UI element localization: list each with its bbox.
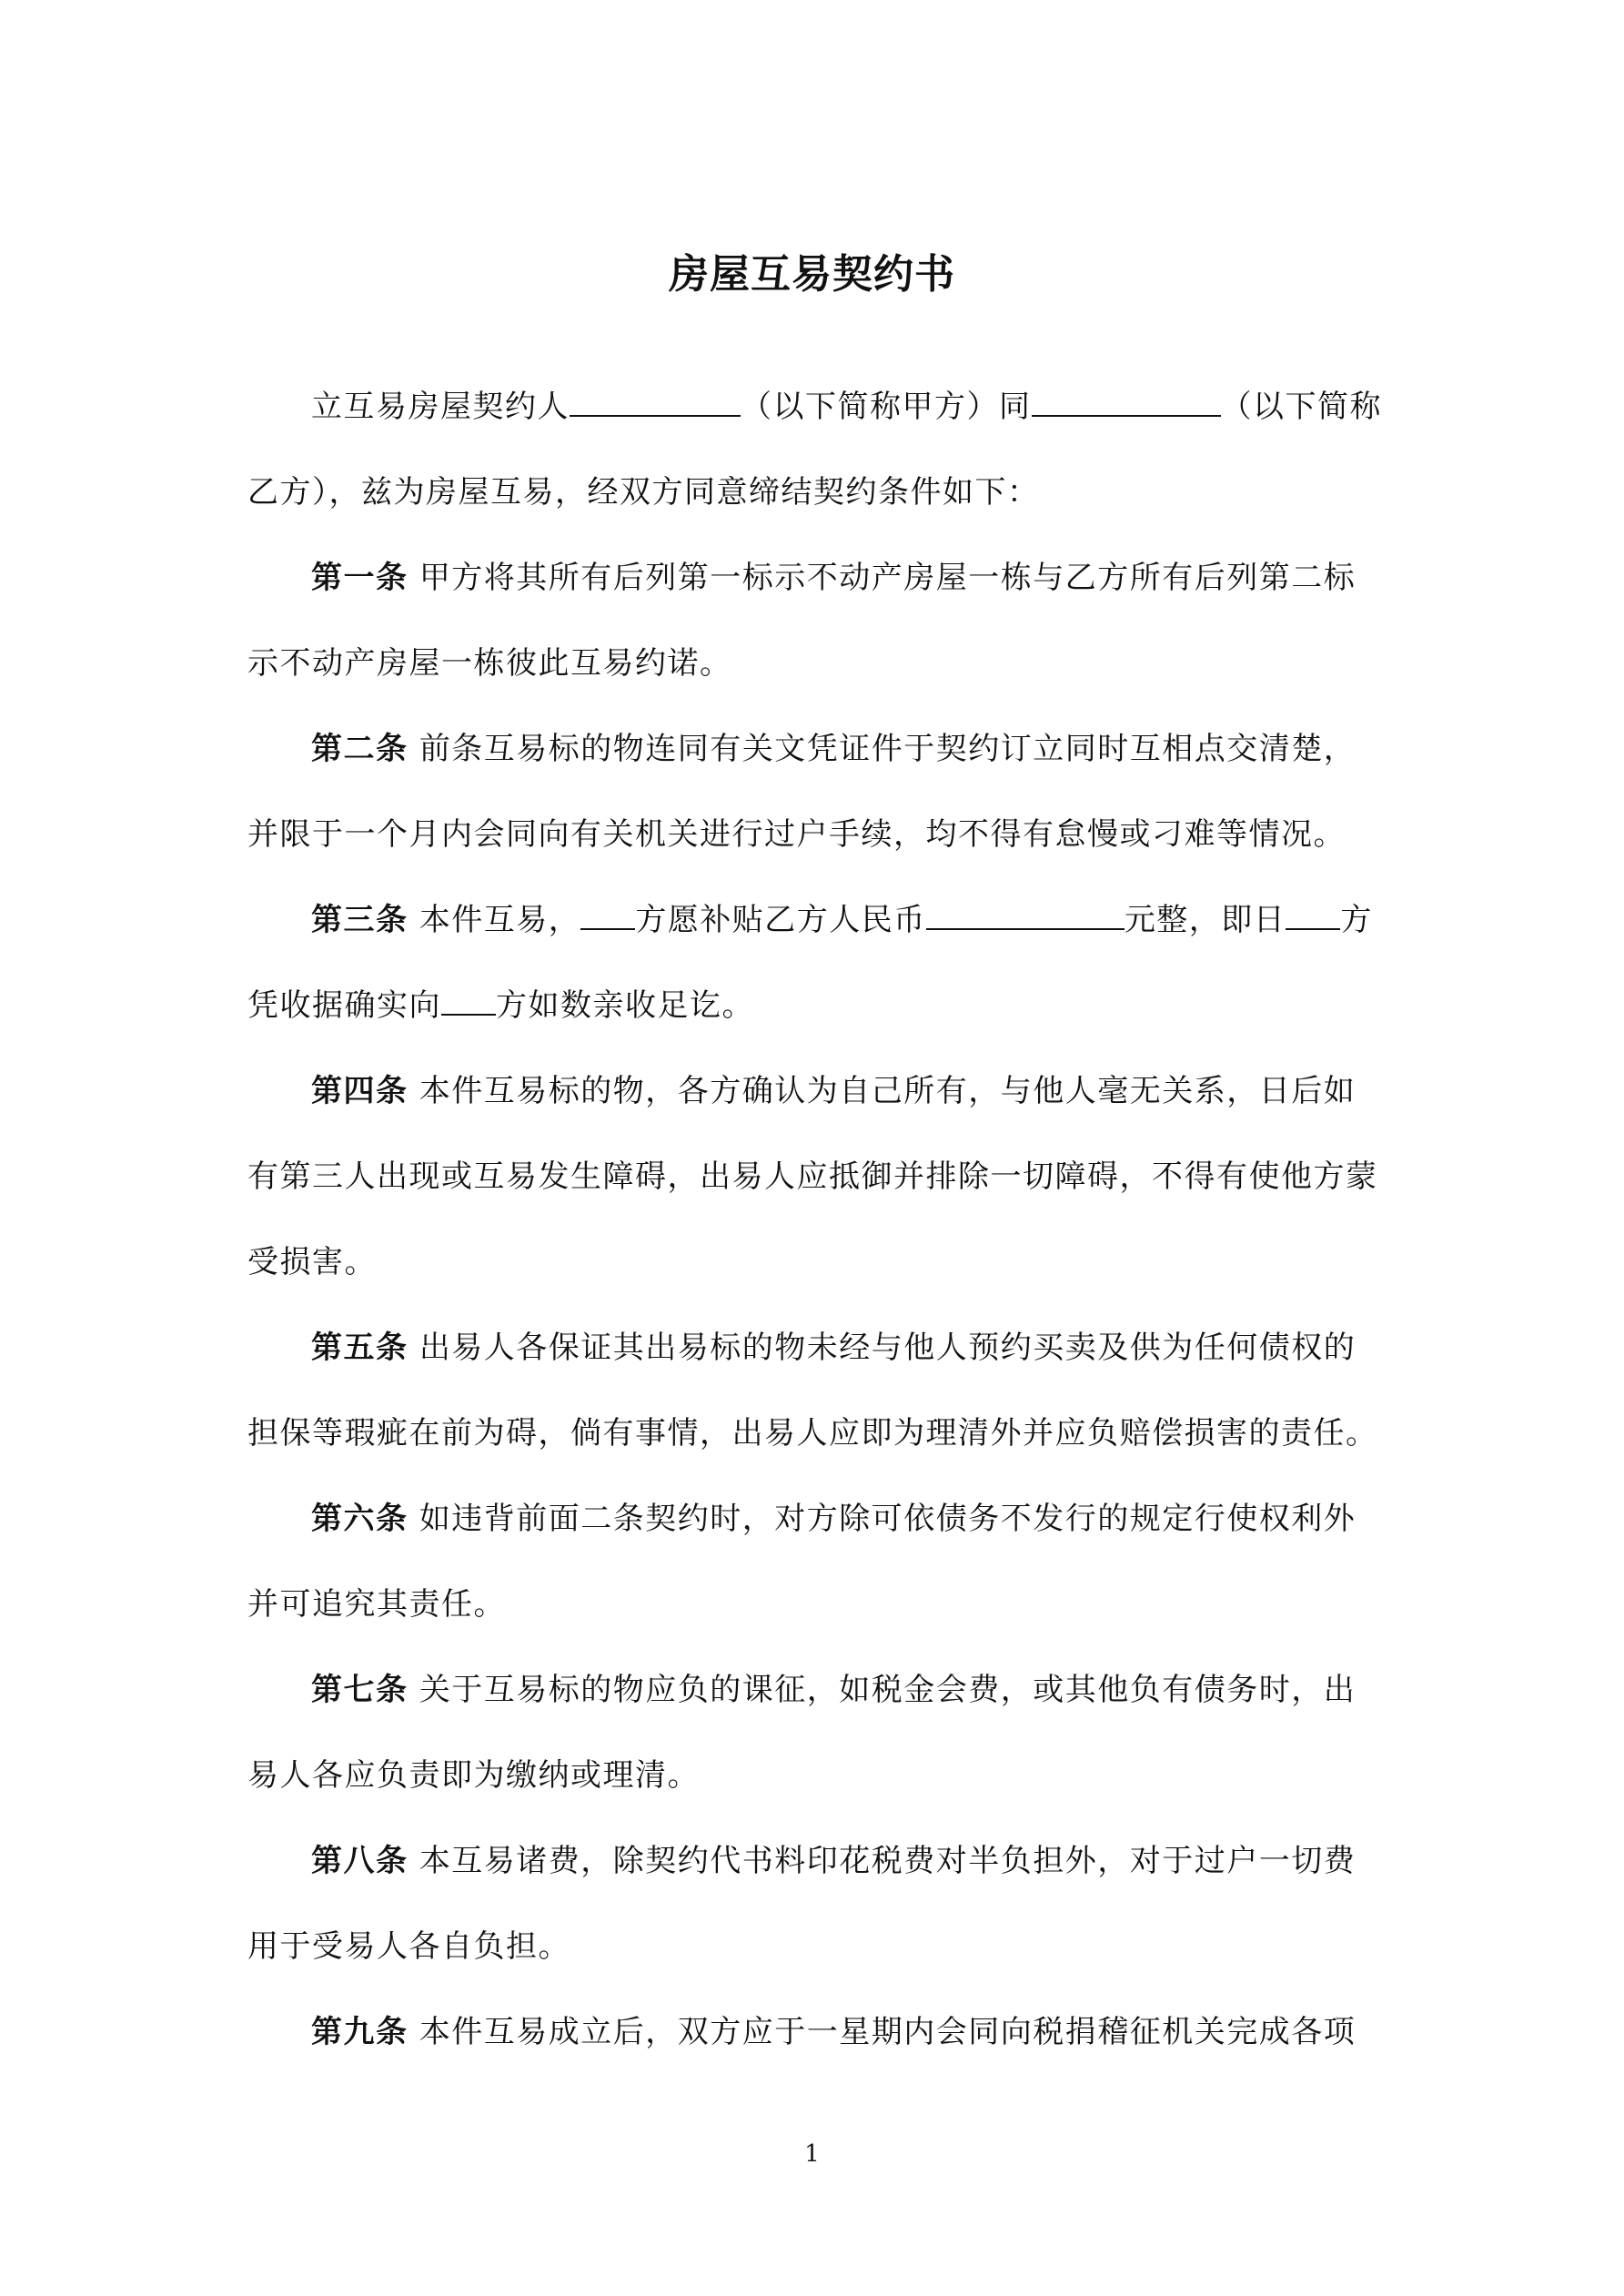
- intro-text-3: （以下简称乙方），兹为房屋互易，经双方同意缔结契约条件如下：: [247, 389, 1382, 511]
- intro-text-2: （以下简称甲方）同: [741, 389, 1032, 425]
- article-2: [247, 706, 1385, 877]
- article-1: [247, 535, 1385, 706]
- article-label: 第八条: [311, 1843, 409, 1879]
- article-label: 第六条: [311, 1501, 409, 1537]
- intro-paragraph: [247, 364, 1385, 535]
- article-text: 前条互易标的物连同有关文凭证件于契约订立同时互相点交清楚，并限于一个月内会同向有关机关进行过户手续，均不得有怠慢或刁难等情况。: [247, 731, 1357, 853]
- article-6: [247, 1476, 1385, 1647]
- article-text: 甲方将其所有后列第一标示不动产房屋一栋与乙方所有后列第二标示不动产房屋一栋彼此互易约诺。: [247, 560, 1357, 682]
- article-8: [247, 1818, 1385, 1989]
- article-label: 第一条: [311, 560, 409, 596]
- article-text: 本件互易成立后，双方应于一星期内会同向税捐稽征机关完成各项: [419, 2014, 1357, 2050]
- article-text: 本互易诸费，除契约代书料印花税费对半负担外，对于过户一切费用于受易人各自负担。: [247, 1843, 1357, 1965]
- intro-text-1: 立互易房屋契约人: [311, 389, 570, 425]
- article-text: 关于互易标的物应负的课征，如税金会费，或其他负有债务时，出易人各应负责即为缴纳或理清。: [247, 1672, 1357, 1794]
- payer-party-blank: [580, 897, 635, 930]
- article-text-c: 元整，即日: [1124, 902, 1286, 938]
- article-text: 本件互易标的物，各方确认为自己所有，与他人毫无关系，日后如有第三人出现或互易发生障碍，出易人应抵御并排除一切障碍，不得有使他方蒙受损害。: [247, 1073, 1378, 1280]
- article-text-a: 本件互易，: [419, 902, 581, 938]
- article-text-e: 方如数亲收足讫。: [496, 987, 754, 1024]
- article-label: 第二条: [311, 731, 409, 767]
- article-text-d: 方凭收据确实向: [247, 902, 1373, 1024]
- article-7: [247, 1647, 1385, 1818]
- page-number: 1: [804, 2140, 820, 2168]
- party-a-name-blank: [570, 384, 741, 417]
- article-label: 第五条: [311, 1330, 409, 1366]
- amount-blank: [926, 897, 1125, 930]
- payee-party-blank: [1286, 897, 1340, 930]
- article-5: [247, 1305, 1385, 1476]
- document-body: [247, 364, 1385, 2075]
- article-label: 第三条: [311, 902, 409, 938]
- article-3: [247, 877, 1385, 1048]
- article-text: 出易人各保证其出易标的物未经与他人预约买卖及供为任何债权的担保等瑕疵在前为碍，倘有事情，出易人应即为理清外并应负赔偿损害的责任。: [247, 1330, 1378, 1451]
- article-9: [247, 1989, 1385, 2075]
- article-4: [247, 1048, 1385, 1305]
- article-label: 第七条: [311, 1672, 409, 1708]
- article-label: 第四条: [311, 1073, 409, 1109]
- party-b-name-blank: [1032, 384, 1221, 417]
- article-text: 如违背前面二条契约时，对方除可依债务不发行的规定行使权利外并可追究其责任。: [247, 1501, 1357, 1623]
- article-label: 第九条: [311, 2014, 409, 2050]
- document-title: 房屋互易契约书: [669, 251, 955, 298]
- article-text-b: 方愿补贴乙方人民币: [635, 902, 926, 938]
- receiver-party-blank: [441, 983, 496, 1016]
